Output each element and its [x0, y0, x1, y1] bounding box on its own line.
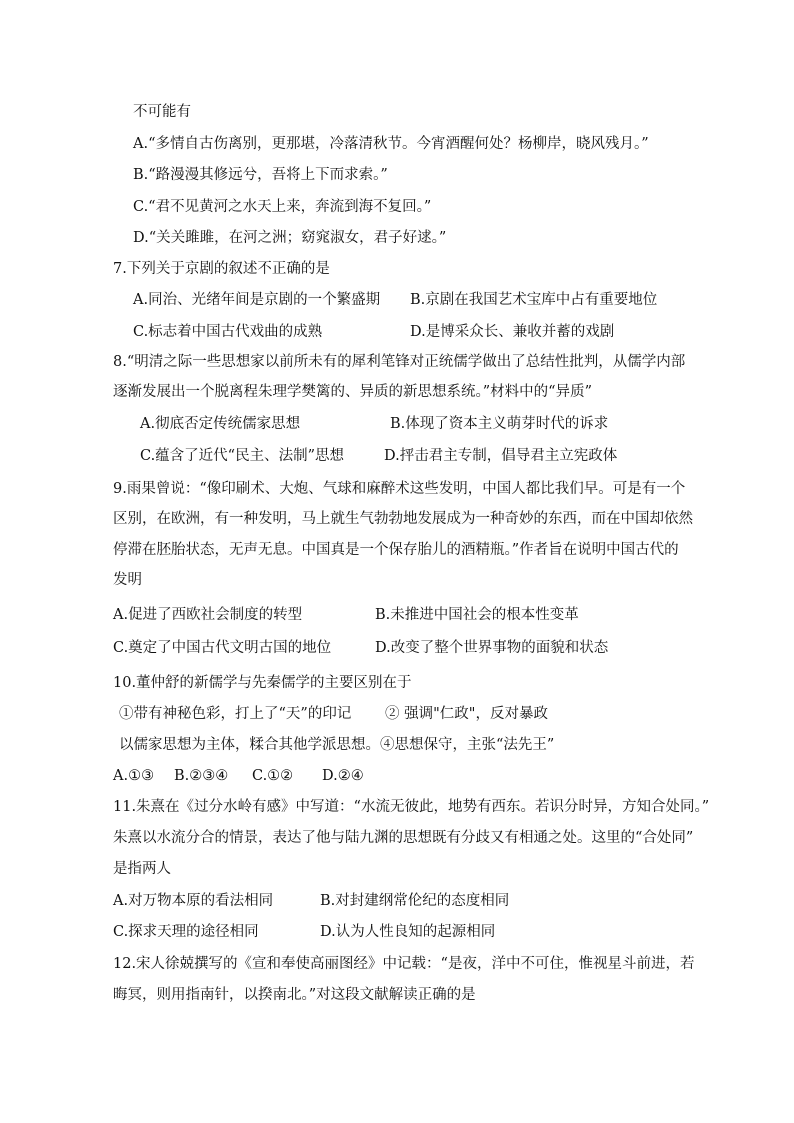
q9-stem-2: 区别，在欧洲，有一种发明，马上就生气勃勃地发展成为一种奇妙的东西，而在中国却依然	[113, 511, 693, 527]
q10-option-a: A.①③	[113, 768, 155, 784]
q9-option-b: B.未推进中国社会的根本性变革	[375, 607, 579, 623]
q10-item-3-4: 以儒家思想为主体，糅合其他学派思想。④思想保守，主张“法先王”	[119, 737, 555, 753]
q6-option-a: A.“多情自古伤离别，更那堪，冷落清秋节。今宵酒醒何处？杨柳岸，晓风残月。”	[133, 136, 649, 152]
q7-option-b: B.京剧在我国艺术宝库中占有重要地位	[410, 292, 658, 308]
q9-stem-1: 9.雨果曾说：“像印刷术、大炮、气球和麻醉术这些发明，中国人都比我们早。可是有一个	[113, 481, 686, 497]
q9-option-d: D.改变了整个世界事物的面貌和状态	[375, 640, 609, 656]
q9-stem-3: 停滞在胚胎状态，无声无息。中国真是一个保存胎儿的酒精瓶。”作者旨在说明中国古代的	[113, 542, 679, 558]
q11-option-b: B.对封建纲常伦纪的态度相同	[320, 893, 510, 909]
q10-option-b: B.②③④	[174, 768, 229, 784]
q9-option-a: A.促进了西欧社会制度的转型	[113, 607, 303, 623]
q10-stem: 10.董仲舒的新儒学与先秦儒学的主要区别在于	[113, 675, 412, 691]
q8-option-c: C.蕴含了近代“民主、法制”思想	[140, 448, 345, 464]
q9-stem-4: 发明	[113, 572, 142, 588]
q11-stem-3: 是指两人	[113, 861, 171, 877]
q7-stem: 7.下列关于京剧的叙述不正确的是	[113, 261, 330, 277]
q11-stem-1: 11.朱熹在《过分水岭有感》中写道：“水流无彼此，地势有西东。若识分时异，方知合处同。”	[113, 799, 710, 815]
q6-option-d: D.“关关雎雎，在河之洲；窈窕淑女，君子好逑。”	[133, 230, 447, 246]
q10-item-1: ①带有神秘色彩，打上了“天”的印记	[119, 706, 352, 722]
q8-stem-1: 8.“明清之际一些思想家以前所未有的犀利笔锋对正统儒学做出了总结性批判，从儒学内部	[113, 354, 686, 370]
q11-option-d: D.认为人性良知的起源相同	[320, 924, 496, 940]
q6-option-c: C.“君不见黄河之水天上来，奔流到海不复回。”	[133, 199, 432, 215]
q6-stem-tail: 不可能有	[133, 104, 191, 120]
q8-option-d: D.抨击君主专制，倡导君主立宪政体	[384, 448, 618, 464]
q10-item-2: ② 强调"仁政"，反对暴政	[385, 706, 548, 722]
q9-option-c: C.奠定了中国古代文明古国的地位	[113, 640, 332, 656]
q8-option-a: A.彻底否定传统儒家思想	[140, 416, 301, 432]
q7-option-d: D.是博采众长、兼收并蓄的戏剧	[410, 324, 615, 340]
q12-stem-2: 晦冥，则用指南针，以揆南北。”对这段文献解读正确的是	[113, 987, 476, 1003]
q10-option-d: D.②④	[322, 768, 364, 784]
q6-option-b: B.“路漫漫其修远兮，吾将上下而求索。”	[133, 167, 388, 183]
q7-option-a: A.同治、光绪年间是京剧的一个繁盛期	[133, 292, 381, 308]
q8-stem-2: 逐渐发展出一个脱离程朱理学樊篱的、异质的新思想系统。”材料中的“异质”	[113, 384, 592, 400]
q11-option-a: A.对万物本原的看法相同	[113, 893, 274, 909]
q12-stem-1: 12.宋人徐兢撰写的《宣和奉使高丽图经》中记载：“是夜，洋中不可住，惟视星斗前进，若	[113, 956, 695, 972]
q8-option-b: B.体现了资本主义萌芽时代的诉求	[390, 416, 609, 432]
q10-option-c: C.①②	[252, 768, 294, 784]
q11-stem-2: 朱熹以水流分合的情景，表达了他与陆九渊的思想既有分歧又有相通之处。这里的“合处同”	[113, 830, 694, 846]
q7-option-c: C.标志着中国古代戏曲的成熟	[133, 324, 323, 340]
q11-option-c: C.探求天理的途径相同	[113, 924, 259, 940]
